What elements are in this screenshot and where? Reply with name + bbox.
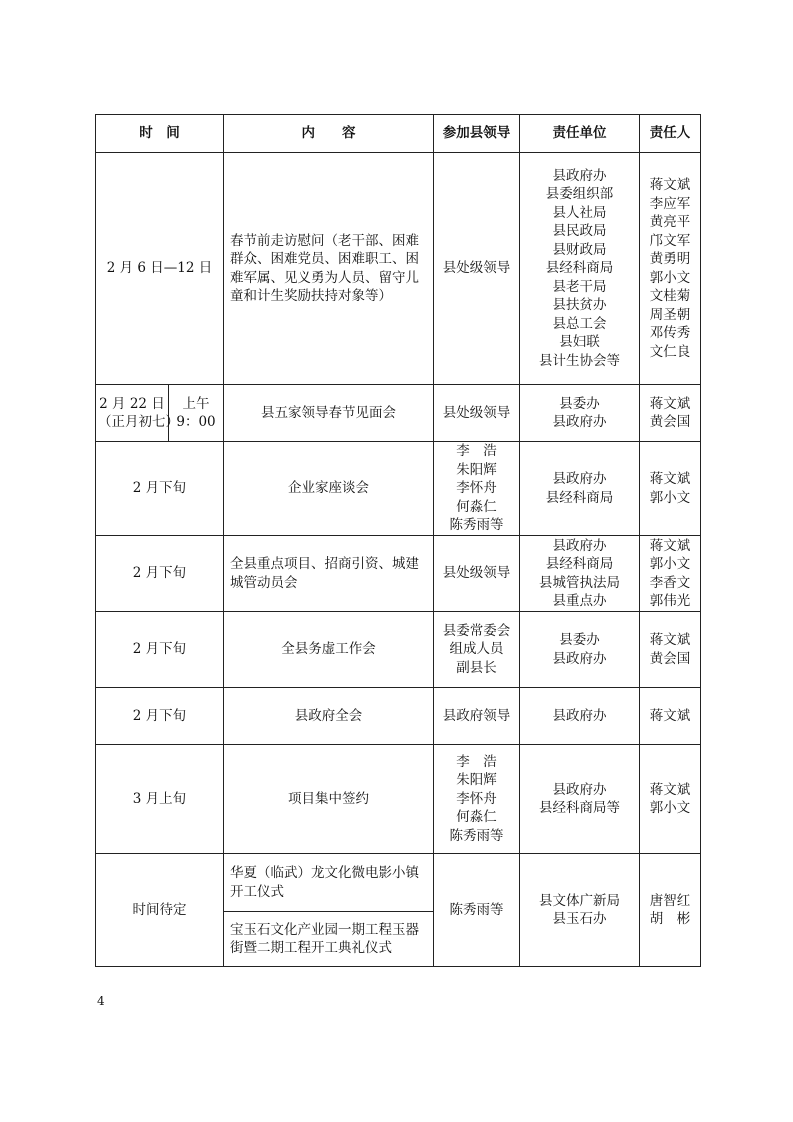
cell-line: 县民政局 — [552, 223, 607, 240]
leaders-cell — [434, 385, 520, 442]
header-persons: 责任人 — [640, 115, 701, 153]
table-row — [96, 612, 701, 688]
cell-line: 陈秀雨等 — [449, 901, 504, 918]
cell-line: 县经科商局等 — [539, 800, 620, 816]
cell-line: 陈秀雨等 — [449, 517, 504, 534]
cell-line: 周圣朝 — [649, 306, 691, 323]
cell-line: 蒋文斌 — [649, 471, 691, 487]
header-content: 内 容 — [224, 115, 434, 153]
cell-line: 县妇联 — [559, 334, 600, 351]
cell-line: 县经科商局 — [545, 556, 614, 572]
cell-line: 县计生协会等 — [539, 352, 620, 369]
cell-line: 副县长 — [456, 659, 497, 676]
cell-line: 县财政局 — [552, 241, 607, 258]
header-leaders: 参加县领导 — [434, 115, 520, 153]
table-row — [96, 536, 701, 612]
persons-cell — [640, 153, 701, 385]
content-cell: 全县务虚工作会 — [224, 612, 434, 688]
table-row — [96, 153, 701, 385]
content-cell: 春节前走访慰问（老干部、困难群众、困难党员、困难职工、困难军属、见义勇为人员、留守儿童和计生奖励扶持对象等） — [224, 153, 434, 385]
cell-line: 郭小文 — [649, 269, 691, 286]
cell-line: 县委组织部 — [545, 186, 614, 203]
cell-line: 胡 彬 — [649, 911, 691, 927]
leaders-cell — [434, 745, 520, 854]
content-cell: 宝玉石文化产业园一期工程玉器街暨二期工程开工典礼仪式 — [224, 912, 434, 967]
units-cell — [520, 385, 640, 442]
leaders-cell — [434, 688, 520, 745]
units-cell — [520, 536, 640, 612]
cell-line: 县总工会 — [552, 315, 607, 332]
cell-line: 县重点办 — [552, 593, 607, 609]
units-cell — [520, 854, 640, 967]
table-row — [96, 442, 701, 536]
cell-line: 9：00 — [176, 414, 216, 430]
content-cell: 华夏（临武）龙文化微电影小镇开工仪式 — [224, 854, 434, 912]
cell-line: 县委常委会 — [442, 622, 511, 639]
persons-cell — [640, 854, 701, 967]
leaders-cell — [434, 536, 520, 612]
content-cell: 县政府全会 — [224, 688, 434, 745]
cell-line: 文桂菊 — [649, 288, 691, 304]
cell-line: 县城管执法局 — [539, 574, 620, 591]
persons-cell — [640, 688, 701, 745]
cell-line: 蒋文斌 — [649, 537, 691, 554]
cell-line: 黄亮平 — [649, 214, 691, 230]
cell-line: 县委办 — [559, 395, 600, 412]
header-units: 责任单位 — [520, 115, 640, 153]
content-cell: 企业家座谈会 — [224, 442, 434, 536]
persons-cell — [640, 442, 701, 536]
persons-cell — [640, 536, 701, 612]
content-cell: 全县重点项目、招商引资、城建城管动员会 — [224, 536, 434, 612]
cell-line: 李 浩 — [456, 443, 497, 460]
cell-line: 李香文 — [649, 574, 691, 591]
cell-line: 县政府办 — [552, 471, 607, 487]
table-header-row — [96, 115, 701, 153]
cell-line: 县政府领导 — [442, 707, 511, 724]
units-cell — [520, 442, 640, 536]
time-cell: 3 月上旬 — [96, 745, 224, 854]
cell-line: 陈秀雨等 — [449, 827, 504, 844]
cell-line: 何淼仁 — [456, 498, 497, 515]
cell-line: 唐智红 — [649, 892, 691, 909]
cell-line: 县处级领导 — [442, 565, 511, 582]
leaders-cell — [434, 442, 520, 536]
persons-cell — [640, 745, 701, 854]
table-row — [96, 745, 701, 854]
cell-line: 朱阳辉 — [456, 772, 497, 789]
table-row — [96, 688, 701, 745]
cell-line: 上午 — [182, 395, 210, 412]
cell-line: 县处级领导 — [442, 260, 511, 277]
cell-line: 蒋文斌 — [649, 177, 691, 193]
content-cell: 县五家领导春节见面会 — [224, 385, 434, 442]
header-time: 时 间 — [96, 115, 224, 153]
cell-line: 县委办 — [559, 632, 600, 648]
cell-line: 郭小文 — [649, 556, 691, 572]
cell-line: 县政府办 — [552, 650, 607, 667]
units-cell — [520, 612, 640, 688]
time-cell: 时间待定 — [96, 854, 224, 967]
content-cell: 项目集中签约 — [224, 745, 434, 854]
cell-line: 郭小文 — [649, 800, 691, 816]
leaders-cell — [434, 153, 520, 385]
cell-line: 2 月 22 日 — [99, 395, 165, 412]
time-cell: 2 月下旬 — [96, 612, 224, 688]
cell-line: 县处级领导 — [442, 404, 511, 421]
cell-line: 李 浩 — [456, 753, 497, 770]
cell-line: 县文体广新局 — [539, 892, 620, 909]
table-row — [96, 854, 701, 912]
cell-line: 县政府办 — [552, 537, 607, 554]
table-row — [96, 385, 701, 442]
cell-line: 李应军 — [649, 195, 691, 212]
cell-line: 邝文军 — [649, 232, 691, 249]
cell-line: 李怀舟 — [456, 480, 497, 497]
cell-line: 蒋文斌 — [649, 632, 691, 648]
time-cell: 2 月 6 日—12 日 — [96, 153, 224, 385]
page-number: 4 — [97, 994, 105, 1008]
cell-line: 县经科商局 — [545, 489, 614, 506]
cell-line: 黄勇明 — [649, 251, 691, 267]
cell-line: （正月初七） — [98, 414, 179, 430]
cell-line: 邓传秀 — [649, 325, 691, 341]
cell-line: 组成人员 — [449, 641, 504, 658]
date-cell — [96, 385, 179, 442]
cell-line: 李怀舟 — [456, 790, 497, 807]
cell-line: 县人社局 — [552, 204, 607, 221]
persons-cell — [640, 612, 701, 688]
cell-line: 何淼仁 — [456, 809, 497, 826]
cell-line: 县政府办 — [552, 707, 607, 724]
units-cell — [520, 745, 640, 854]
cell-line: 县扶贫办 — [552, 297, 607, 314]
persons-cell — [640, 385, 701, 442]
units-cell — [520, 153, 640, 385]
time-cell: 2 月下旬 — [96, 442, 224, 536]
cell-line: 朱阳辉 — [456, 461, 497, 478]
leaders-cell — [434, 612, 520, 688]
leaders-cell — [434, 854, 520, 967]
cell-line: 县老干局 — [552, 278, 607, 295]
cell-line: 蒋文斌 — [649, 395, 691, 412]
cell-line: 县政府办 — [552, 781, 607, 798]
cell-line: 县政府办 — [552, 414, 607, 430]
time-cell: 2 月下旬 — [96, 536, 224, 612]
units-cell — [520, 688, 640, 745]
cell-line: 郭小文 — [649, 489, 691, 506]
cell-line: 县经科商局 — [545, 260, 614, 277]
cell-line: 县玉石办 — [552, 911, 607, 927]
cell-line: 县政府办 — [552, 167, 607, 184]
time-cell: 2 月下旬 — [96, 688, 224, 745]
cell-line: 黄会国 — [649, 414, 691, 430]
clock-time-cell — [169, 385, 224, 442]
schedule-table — [95, 114, 701, 967]
cell-line: 文仁良 — [649, 343, 691, 360]
cell-line: 郭伟光 — [649, 593, 691, 609]
cell-line: 黄会国 — [649, 650, 691, 667]
cell-line: 蒋文斌 — [649, 707, 691, 724]
cell-line: 蒋文斌 — [649, 781, 691, 798]
